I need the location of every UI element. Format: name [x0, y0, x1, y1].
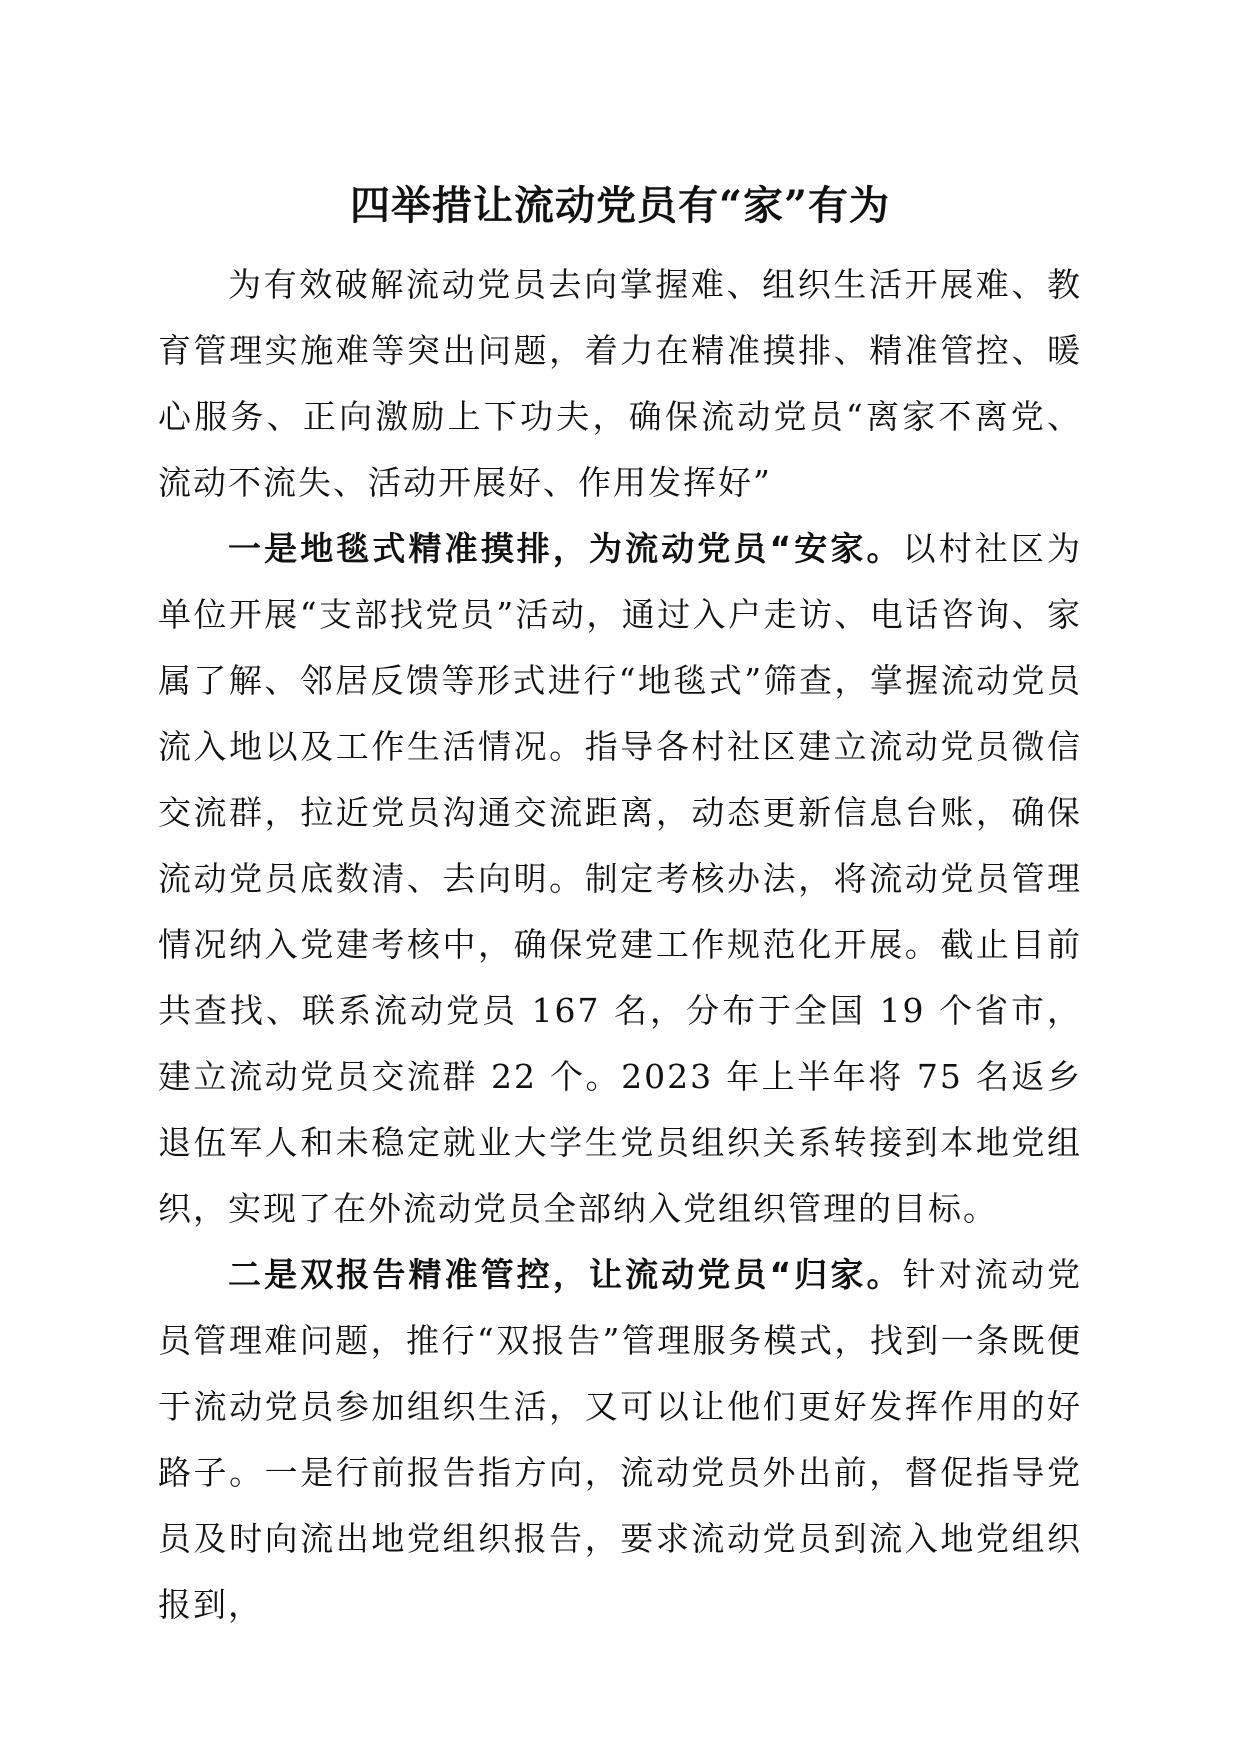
section-lead-1: 一是地毯式精准摸排，为流动党员“安家。: [228, 529, 903, 568]
section-text-2: 针对流动党员管理难问题，推行“双报告”管理服务模式，找到一条既便于流动党员参加组织生活，又可以让他们更好发挥作用的好路子。一是行前报告指方向，流动党员外出前，督促指导党员及时向流出地党组织报告，要求流动党员到流入地党组织报到，: [158, 1255, 1082, 1624]
section-paragraph-1: [158, 516, 1082, 1242]
document-body: [158, 252, 1082, 1638]
section-lead-2: 二是双报告精准管控，让流动党员“归家。: [228, 1255, 903, 1294]
intro-paragraph: 为有效破解流动党员去向掌握难、组织生活开展难、教育管理实施难等突出问题，着力在精准摸排、精准管控、暖心服务、正向激励上下功夫，确保流动党员“离家不离党、流动不流失、活动开展好、作用发挥好”: [158, 265, 1082, 502]
document-title: 四举措让流动党员有“家”有为: [349, 182, 890, 229]
section-text-1: 以村社区为单位开展“支部找党员”活动，通过入户走访、电话咨询、家属了解、邻居反馈等形式进行“地毯式”筛查，掌握流动党员流入地以及工作生活情况。指导各村社区建立流动党员微信交流群，拉近党员沟通交流距离，动态更新信息台账，确保流动党员底数清、去向明。制定考核办法，将流动党员管理情况纳入党建考核中，确保党建工作规范化开展。截止目前共查找、联系流动党员 167 名，分布于全国 19 个省市，建立流动党员交流群 22 个。2023 年上半年将 75 名返乡退伍军人和未稳定就业大学生党员组织关系转接到本地党组织，实现了在外流动党员全部纳入党组织管理的目标。: [158, 529, 1082, 1228]
section-paragraph-2: [158, 1242, 1082, 1638]
